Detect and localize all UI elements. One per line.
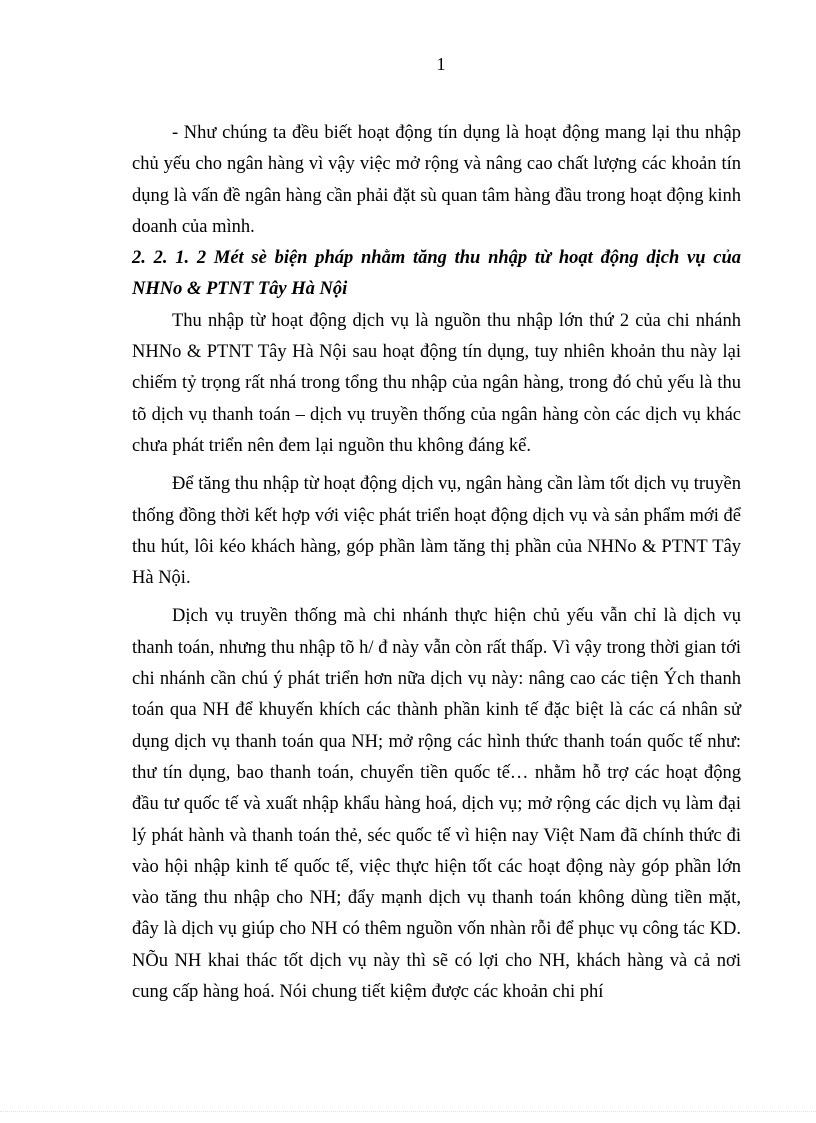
paragraph-traditional-services: Dịch vụ truyền thống mà chi nhánh thực hiện chủ yếu vẫn chỉ là dịch vụ thanh toán, nhưng thu nhập tõ h/ đ này vẫn còn rất thấp. Vì vậy trong thời gian tới chi nhánh cần chú ý phát triển hơn nữa dịch vụ này: nâng cao các tiện Ých thanh toán qua NH để khuyến khích các thành phần kinh tế đặc biệt là các cá nhân sử dụng dịch vụ thanh toán qua NH; mở rộng các hình thức thanh toán quốc tế như: thư tín dụng, bao thanh toán, chuyển tiền quốc tế… nhằm hỗ trợ các hoạt động đầu tư quốc tế và xuất nhập khẩu hàng hoá, dịch vụ; mở rộng các dịch vụ làm đại lý phát hành và thanh toán thẻ, séc quốc tế vì hiện nay Việt Nam đã chính thức đi vào hội nhập kinh tế quốc tế, việc thực hiện tốt các hoạt động này góp phần lớn vào tăng thu nhập cho NH; đẩy mạnh dịch vụ thanh toán không dùng tiền mặt, đây là dịch vụ giúp cho NH có thêm nguồn vốn nhàn rỗi để phục vụ công tác KD. NÕu NH khai thác tốt dịch vụ này thì sẽ có lợi cho NH, khách hàng và cả nơi cung cấp hàng hoá. Nói chung tiết kiệm được các khoản chi phí xyxy=(132,606,741,1003)
page-number: 1 xyxy=(436,54,446,74)
document-body xyxy=(132,118,741,1008)
section-heading: 2. 2. 1. 2 Mét sè biện pháp nhằm tăng thu nhập từ hoạt động dịch vụ của NHNo & PTNT Tây Hà Nội xyxy=(132,248,741,300)
paragraph-service-income: Thu nhập từ hoạt động dịch vụ là nguồn thu nhập lớn thứ 2 của chi nhánh NHNo & PTNT Tây Hà Nội sau hoạt động tín dụng, tuy nhiên khoản thu này lại chiếm tỷ trọng rất nhá trong tổng thu nhập của ngân hàng, trong đó chủ yếu là thu tõ dịch vụ thanh toán – dịch vụ truyền thống của ngân hàng còn các dịch vụ khác chưa phát triển nên đem lại nguồn thu không đáng kể. xyxy=(132,310,741,456)
page-bottom-divider xyxy=(0,1111,816,1112)
paragraph-increase-income: Để tăng thu nhập từ hoạt động dịch vụ, ngân hàng cần làm tốt dịch vụ truyền thống đồng thời kết hợp với việc phát triển hoạt động dịch vụ và sản phẩm mới để thu hút, lôi kéo khách hàng, góp phần làm tăng thị phần của NHNo & PTNT Tây Hà Nội. xyxy=(132,474,741,589)
paragraph-credit-activity: - Như chúng ta đều biết hoạt động tín dụng là hoạt động mang lại thu nhập chủ yếu cho ngân hàng vì vậy việc mở rộng và nâng cao chất lượng các khoản tín dụng là vấn đề ngân hàng cần phải đặt sù quan tâm hàng đầu trong hoạt động kinh doanh của mình. xyxy=(132,123,741,237)
